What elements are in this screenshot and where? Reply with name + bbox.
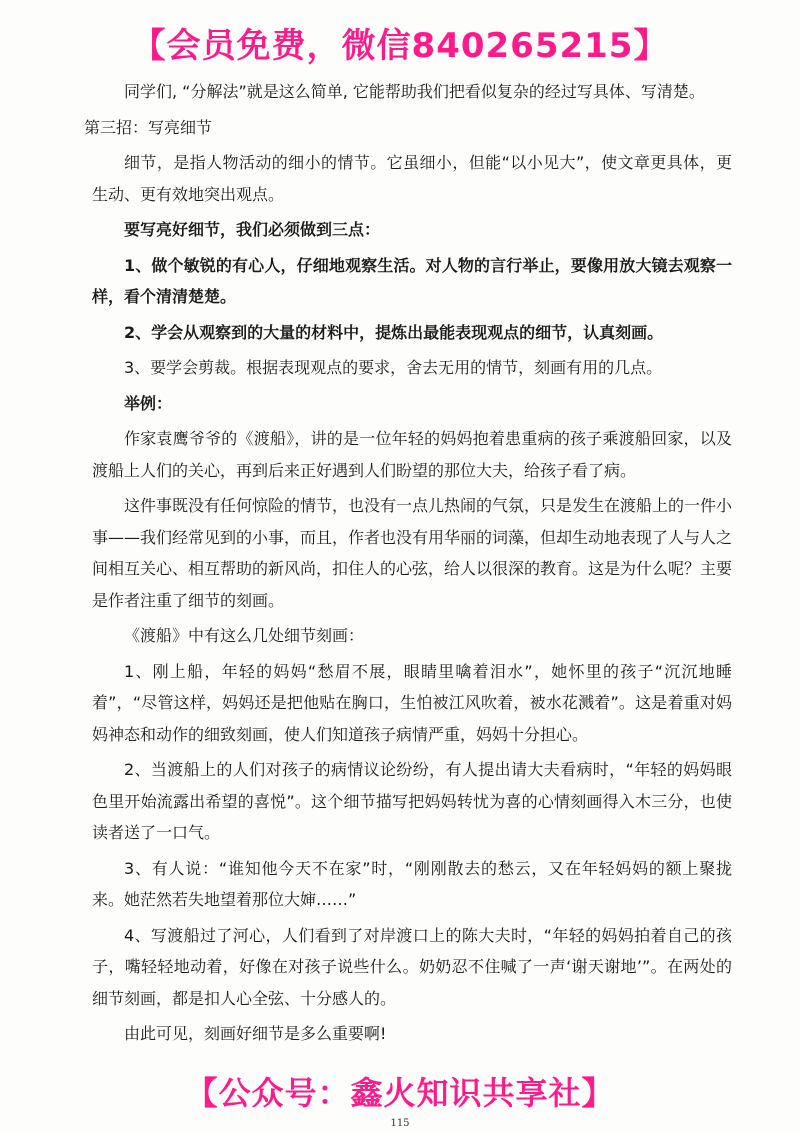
paragraph-conclusion: 由此可见，刻画好细节是多么重要啊! [124,1024,387,1043]
list-item-3: 3、要学会剪裁。根据表现观点的要求，舍去无用的情节，刻画有用的几点。 [124,358,663,377]
top-watermark-banner: 【会员免费，微信840265215】 [131,26,669,66]
list-item-2: 2、学会从观察到的大量的材料中，提炼出最能表现观点的细节，认真刻画。 [124,322,664,342]
paragraph-analysis: 这件事既没有任何惊险的情节，也没有一点儿热闹的气氛，只是发生在渡船上的一件小事——我们经常见到的小事，而且，作者也没有用华丽的词藻，但却生动地表现了人与人之间相互关心、相互帮助的新风尚，扣住人的心弦，给人以很深的教育。这是为什么呢？主要是作者注重了细节的刻画。 [92,496,733,610]
detail-item-3: 3、有人说：“谁知他今天不在家”时，“刚刚散去的愁云，又在年轻妈妈的额上聚拢来。她茫然若失地望着那位大婶……” [92,858,732,909]
detail-item-2: 2、当渡船上的人们对孩子的病情议论纷纷，有人提出请大夫看病时，“年轻的妈妈眼色里开始流露出希望的喜悦”。这个细节描写把妈妈转忧为喜的心情刻画得入木三分，也使读者送了一口气。 [92,760,732,842]
example-label: 举例： [124,393,173,413]
detail-item-1: 1、刚上船，年轻的妈妈“愁眉不展，眼睛里噙着泪水”，她怀里的孩子“沉沉地睡着”，“尽管这样，妈妈还是把他贴在胸口，生怕被江风吹着，被水花溅着”。这是着重对妈妈神态和动作的细致刻画，使人们知道孩子病情严重，妈妈十分担心。 [92,661,732,744]
paragraph-definition: 细节，是指人物活动的细小的情节。它虽细小，但能“以小见大”，使文章更具体，更生动、更有效地突出观点。 [92,153,732,204]
detail-item-4: 4、写渡船过了河心，人们看到了对岸渡口上的陈大夫时，“年轻的妈妈拍着自己的孩子，嘴轻轻地动着，好像在对孩子说些什么。奶奶忍不住喊了一声‘谢天谢地’”。在两处的细节刻画，都是扣人心全弦、十分感人的。 [92,925,732,1008]
paragraph-details-intro: 《渡船》中有这么几处细节刻画： [124,626,365,645]
bottom-watermark-banner: 【公众号：鑫火知识共享社】 [185,1074,615,1112]
paragraph-intro: 同学们, “分解法”就是这么简单, 它能帮助我们把看似复杂的经过写具体、写清楚。 [124,82,705,101]
article-body [84,76,733,1054]
page-number: 115 [390,1118,410,1129]
section-heading: 第三招：写亮细节 [84,117,213,137]
paragraph-story: 作家袁鹰爷爷的《渡船》，讲的是一位年轻的妈妈抱着患重病的孩子乘渡船回家，以及渡船上人们的关心，再到后来正好遇到人们盼望的那位大夫，给孩子看了病。 [92,429,732,480]
paragraph-requirements: 要写亮好细节，我们必须做到三点： [124,220,381,239]
list-item-1: 1、做个敏锐的有心人，仔细地观察生活。对人物的言行举止，要像用放大镜去观察一样，看个清清楚楚。 [92,255,732,306]
